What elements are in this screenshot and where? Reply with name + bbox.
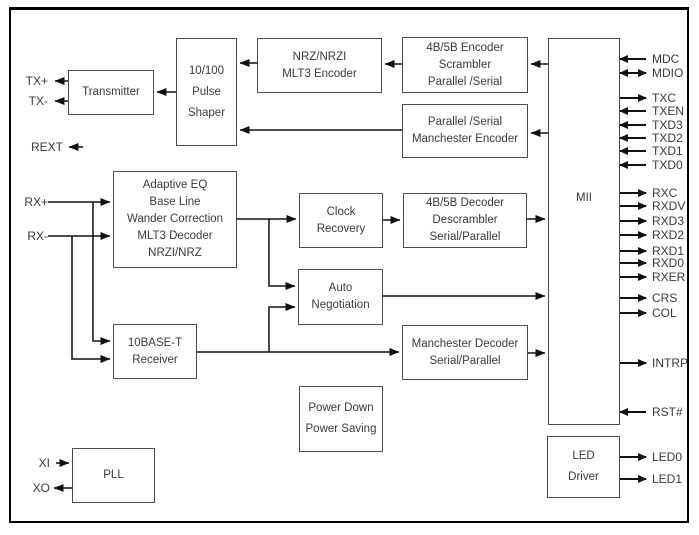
- block-label: MII: [576, 192, 592, 204]
- block-label: Manchester Encoder: [411, 133, 519, 145]
- pin-rxer: [620, 269, 685, 285]
- arrow-left-icon: [620, 411, 646, 413]
- block-label: 10/100: [188, 64, 225, 77]
- pin-label: LED1: [652, 472, 683, 486]
- pin-label: RXER: [652, 270, 686, 284]
- pin-label: COL: [652, 306, 677, 320]
- pin-label: RXD2: [652, 228, 685, 242]
- arrow-left-icon: [620, 164, 646, 166]
- arrow-right-icon: [620, 250, 646, 252]
- pin-label: TXD1: [652, 144, 683, 158]
- block-label: Serial/Parallel: [429, 354, 501, 367]
- pin-label: RXD0: [652, 256, 685, 270]
- conn-adaptive-eq-to-autoneg: [269, 219, 295, 286]
- block-label: 4B/5B Decoder: [426, 197, 504, 209]
- block-manchester-decoder: [402, 325, 528, 380]
- pin-intrp: [620, 355, 688, 371]
- arrow-right-icon: [620, 220, 646, 222]
- label-rx-minus: RX-: [27, 229, 48, 243]
- block-label: Power Down: [308, 402, 374, 414]
- pin-label: MDIO: [652, 66, 684, 80]
- pin-label: INTRP: [652, 356, 688, 370]
- pin-label: RXD1: [652, 244, 685, 258]
- label-rx-plus: RX+: [24, 195, 48, 209]
- block-label: Wander Correction: [126, 213, 224, 225]
- block-label: Recovery: [316, 222, 366, 235]
- block-label: Manchester Decoder: [411, 337, 519, 350]
- arrow-bidirectional-icon: [620, 72, 646, 74]
- pin-label: TXC: [652, 91, 676, 105]
- arrow-right-icon: [620, 276, 646, 278]
- block-label: 10BASE-T: [127, 336, 183, 349]
- block-label: Clock: [326, 205, 356, 218]
- block-label: NRZI/NRZ: [148, 247, 202, 259]
- block-label: Adaptive EQ: [142, 179, 208, 191]
- pin-txd0: [620, 157, 683, 173]
- block-label: Transmitter: [82, 86, 140, 98]
- arrow-right-icon: [620, 312, 646, 314]
- pin-mdio: [620, 65, 683, 81]
- label-rext: REXT: [30, 140, 63, 154]
- block-label: Pulse: [192, 85, 221, 98]
- block-label: Serial/Parallel: [429, 231, 501, 243]
- pin-label: TXD2: [652, 131, 683, 145]
- block-4b5b-decoder: [403, 193, 527, 248]
- block-auto-negotiation: [298, 269, 383, 325]
- pin-rst: [620, 404, 683, 420]
- pin-label: RXC: [652, 186, 678, 200]
- block-4b5b-encoder: [402, 37, 528, 93]
- pin-label: LED0: [652, 450, 683, 464]
- block-label: NRZ/NRZI: [292, 50, 347, 63]
- pin-label: RXDV: [652, 199, 686, 213]
- block-label: Shaper: [187, 106, 226, 119]
- block-label: 4B/5B Encoder: [426, 41, 504, 54]
- pin-rxd2: [620, 227, 684, 243]
- conn-10baset-to-autoneg: [269, 307, 295, 352]
- block-clock-recovery: [299, 193, 383, 248]
- conn-rxplus-to-10baset: [93, 202, 110, 341]
- arrow-left-icon: [620, 110, 646, 112]
- arrow-right-icon: [620, 234, 646, 236]
- label-tx-plus: TX+: [25, 74, 48, 88]
- arrow-right-icon: [620, 262, 646, 264]
- pin-led1: [620, 471, 682, 487]
- block-10baset-receiver: [113, 324, 197, 379]
- pin-label: MDC: [652, 52, 680, 66]
- block-label: Driver: [568, 471, 599, 483]
- block-label: LED: [572, 450, 595, 462]
- block-pll: [72, 448, 155, 503]
- arrow-right-icon: [620, 297, 646, 299]
- arrow-right-icon: [620, 456, 646, 458]
- block-pulse-shaper: [176, 38, 237, 146]
- block-label: Base Line: [149, 196, 201, 208]
- pin-col: [620, 305, 677, 321]
- label-tx-minus: TX-: [28, 94, 48, 108]
- arrow-right-icon: [620, 97, 646, 99]
- arrow-left-icon: [620, 137, 646, 139]
- arrow-left-icon: [620, 124, 646, 126]
- arrow-right-icon: [620, 192, 646, 194]
- pin-label: TXD0: [652, 158, 683, 172]
- arrow-right-icon: [620, 205, 646, 207]
- block-label: Scrambler: [438, 58, 492, 71]
- block-adaptive-eq: [113, 171, 237, 268]
- pin-led0: [620, 449, 682, 465]
- block-led-driver: [547, 436, 620, 498]
- arrow-left-icon: [620, 58, 646, 60]
- label-xi: XI: [38, 456, 50, 470]
- arrow-right-icon: [620, 478, 646, 480]
- block-label: Receiver: [132, 353, 178, 366]
- pin-rxdv: [620, 198, 685, 214]
- pin-label: TXEN: [652, 104, 685, 118]
- block-label: Auto: [328, 282, 353, 294]
- pin-label: TXD3: [652, 118, 683, 132]
- block-label: MLT3 Encoder: [282, 67, 357, 80]
- block-label: Descrambler: [432, 214, 498, 226]
- block-power-down: [299, 386, 383, 452]
- label-xo: XO: [32, 481, 50, 495]
- block-label: Parallel /Serial: [427, 75, 503, 88]
- block-manchester-encoder: [402, 104, 528, 158]
- block-label: PLL: [103, 469, 124, 481]
- pin-crs: [620, 290, 677, 306]
- arrow-left-icon: [620, 150, 646, 152]
- block-label: Power Saving: [305, 423, 377, 435]
- block-label: Parallel /Serial: [427, 116, 503, 128]
- pin-label: RST#: [652, 405, 683, 419]
- pin-label: RXD3: [652, 214, 685, 228]
- block-transmitter: [68, 70, 154, 115]
- pin-label: CRS: [652, 291, 678, 305]
- arrow-right-icon: [620, 362, 646, 364]
- block-label: Negotiation: [311, 299, 370, 311]
- block-mii: [548, 38, 620, 425]
- block-nrz-mlt3-encoder: [257, 38, 382, 93]
- block-label: MLT3 Decoder: [137, 230, 213, 242]
